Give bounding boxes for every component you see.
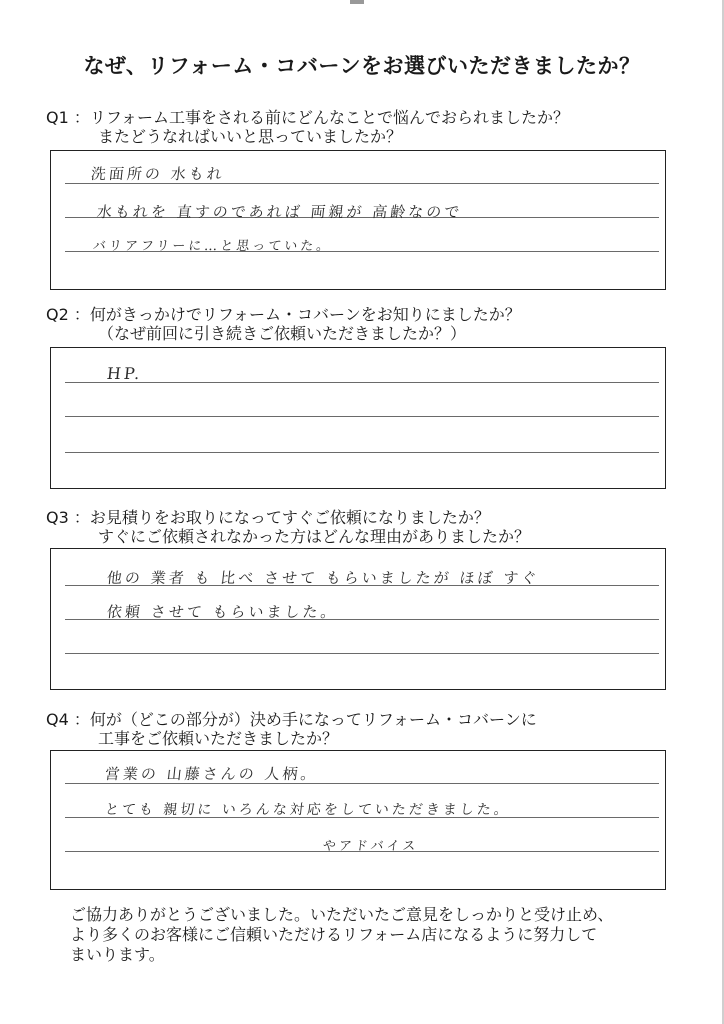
answer-rule	[65, 452, 659, 453]
scan-top-mark	[350, 0, 364, 4]
answer-rule	[65, 382, 659, 383]
answer-2-line-1: HP.	[106, 364, 144, 383]
question-2	[46, 305, 521, 343]
answer-4-line-2: とても 親切に いろんな対応をしていただきました。	[104, 802, 512, 818]
page-title: なぜ、リフォーム・コバーンをお選びいただきましたか？	[83, 54, 641, 78]
question-1	[46, 108, 569, 146]
answer-1-line-1: 洗面所の 水もれ	[90, 165, 226, 183]
answer-rule	[65, 416, 659, 417]
answer-1-line-2: 水もれを 直すのであれば 両親が 高齢なので	[96, 203, 464, 221]
question-3-line-2: すぐにご依頼されなかった方はどんな理由がありましたか？	[98, 527, 531, 546]
question-1-line-1: Q1 ：リフォーム工事をされる前にどんなことで悩んでおられましたか？	[46, 108, 570, 127]
answer-box-4	[50, 750, 666, 890]
closing-line-3: まいります。	[70, 945, 165, 964]
question-2-line-1: Q2 ：何がきっかけでリフォーム・コバーンをお知りにましたか？	[46, 305, 521, 324]
question-1-line-2: またどうなればいいと思っていましたか？	[98, 127, 403, 146]
closing-line-1: ご協力ありがとうございました。いただいたご意見をしっかりと受け止め、	[70, 905, 614, 924]
question-3-line-1: Q3 ：お見積りをお取りになってすぐご依頼になりましたか？	[46, 508, 490, 527]
closing-message	[70, 905, 613, 965]
answer-box-2	[50, 347, 666, 489]
question-4-line-1: Q4 ：何が（どこの部分が）決め手になってリフォーム・コバーンに	[46, 710, 537, 729]
closing-line-2: より多くのお客様にご信頼いただけるリフォーム店になるように努力して	[70, 925, 598, 944]
question-4	[46, 710, 537, 748]
answer-3-line-2: 依頼 させて もらいました。	[106, 603, 340, 621]
answer-4-line-1: 営業の 山藤さんの 人柄。	[104, 765, 320, 783]
answer-rule	[65, 653, 659, 654]
question-4-line-2: 工事をご依頼いただきましたか？	[98, 729, 339, 748]
answer-box-1	[50, 150, 666, 290]
answer-3-line-1: 他の 業者 も 比べ させて もらいましたが ほぼ すぐ	[106, 569, 541, 587]
answer-box-3	[50, 548, 666, 690]
answer-4-line-3: やアドバイス	[322, 839, 420, 854]
question-3	[46, 508, 530, 546]
question-2-line-2: （なぜ前回に引き続きご依頼いただきましたか？）	[98, 324, 467, 343]
answer-1-line-3: バリアフリーに…と思っていた。	[92, 239, 334, 254]
